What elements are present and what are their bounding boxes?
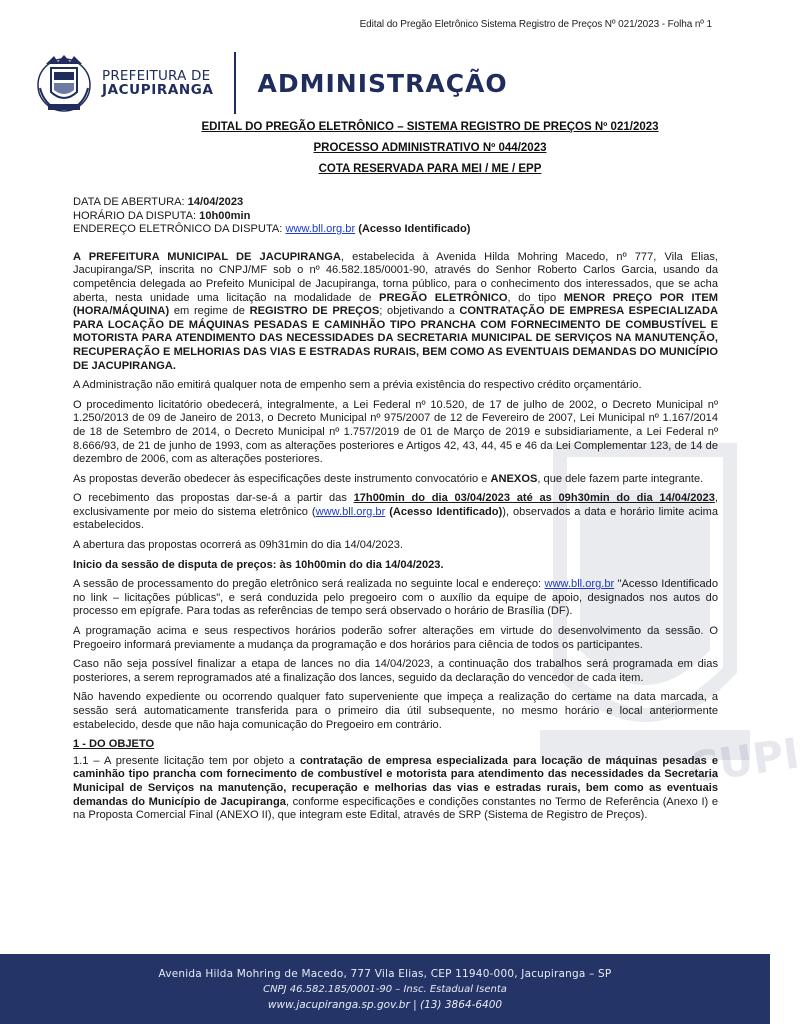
receipt-period: 17h00min do dia 03/04/2023 até as 09h30min do dia 14/04/2023: [353, 492, 715, 505]
paragraph-opening: A abertura das propostas ocorrerá as 09h31min do dia 14/04/2023.: [73, 539, 403, 552]
paragraph-schedule: A programação acima e seus respectivos horários poderão sofrer alterações em virtude do desenvolvimento da sessão. O Pregoeiro informará previamente a mudança da programação e dos horários para ciência de todos os participantes.: [73, 625, 718, 651]
page-footer: [0, 954, 770, 1024]
proposals-annexes: ANEXOS: [490, 472, 538, 485]
prefecture-line1: PREFEITURA DE: [102, 68, 211, 84]
opening-info: [73, 196, 718, 237]
document-body: [73, 196, 718, 829]
bll-link[interactable]: www.bll.org.br: [285, 223, 356, 236]
intro-paragraph: [73, 251, 718, 373]
paragraph-proposals: [73, 473, 718, 487]
dispute-address-label: ENDEREÇO ELETRÔNICO DA DISPUTA:: [73, 223, 286, 236]
intro-text-1: , estabelecida à Avenida Hilda Mohring Macedo, nº 777, Vila Elias, Jacupiranga/SP, inscrita no CNPJ/MF sob o nº 46.582.185/0001-90, através do Senhor Roberto Carlos Garcia, usando da competência delegada ao Prefeito Municipal de Jacupiranga, torna público, para o conhecimento dos interessados, que se acha aberta, nesta unidade uma licitação na modalidade de: [73, 250, 719, 304]
logo-divider: [234, 52, 236, 114]
intro-object: CONTRATAÇÃO DE EMPRESA ESPECIALIZADA PARA LOCAÇÃO DE MÁQUINAS PESADAS E CAMINHÃO TIPO PRANCHA COM FORNECIMENTO DE COMBUSTÍVEL E MOTORISTA PARA ATENDIMENTO DAS NECESSIDADES DA SECRETARIA MUNICIPAL DE SERVIÇOS NA MANUTENÇÃO, RECUPERAÇÃO E MELHORIAS DAS VIAS E ESTRADAS RURAIS, BEM COMO AS EVENTUAIS DEMANDAS DO MUNICÍPIO DE JACUPIRANGA.: [73, 305, 718, 372]
department-name: ADMINISTRAÇÃO: [257, 68, 508, 98]
opening-date: [73, 196, 718, 210]
object-text-2: , conforme especificações e condições constantes no Termo de Referência (Anexo I) e na Proposta Comercial Final (ANEXO II), que integram este Edital, através de SRP (Sistema de Registro de Preços).: [73, 795, 718, 822]
object-description: contratação de empresa especializada para locação de máquinas pesadas e caminhão tipo prancha com fornecimento de combustível e motorista para atendimento das necessidades da Secretaria Municipal de Serviços na manutenção, recuperação e melhorias das vias e estradas rurais, bem como as eventuais demandas do Município de Jacupiranga: [73, 754, 719, 808]
dispute-address-suffix: (Acesso Identificado): [355, 223, 471, 236]
dispute-time-label: HORÁRIO DA DISPUTA:: [73, 209, 200, 222]
intro-modality: PREGÃO ELETRÔNICO: [379, 291, 508, 304]
document-titles: [0, 121, 770, 184]
paragraph-postponement: Não havendo expediente ou ocorrendo qualquer fato superveniente que impeça a realização do certame na data marcada, a sessão será automaticamente transferida para o primeiro dia útil subsequente, no mesmo horário e local anteriormente estabelecido, desde que não haja comunicação do Pregoeiro em contrário.: [73, 691, 718, 731]
intro-text-3: em regime de: [169, 305, 250, 318]
intro-entity: A PREFEITURA MUNICIPAL DE JACUPIRANGA: [73, 250, 341, 263]
session-link[interactable]: www.bll.org.br: [544, 578, 615, 591]
watermark-text: CUPI: [685, 728, 802, 793]
receipt-text-3: ), observados a data e horário limite acima estabelecidos.: [73, 505, 718, 532]
dispute-time-value: 10h00min: [199, 209, 251, 222]
paragraph-session-start: [73, 559, 718, 573]
footer-contact: www.jacupiranga.sp.gov.br | (13) 3864-6400: [267, 999, 503, 1011]
receipt-link[interactable]: www.bll.org.br: [315, 505, 386, 518]
municipal-crest-icon: [36, 52, 92, 114]
intro-regime: REGISTRO DE PREÇOS: [249, 305, 380, 318]
quota-title: COTA RESERVADA PARA MEI / ME / EPP: [318, 163, 542, 175]
footer-cnpj: CNPJ 46.582.185/0001-90 – Insc. Estadual Isenta: [263, 984, 507, 995]
intro-type: MENOR PREÇO POR ITEM (HORA/MÁQUINA): [73, 291, 719, 318]
edital-title: EDITAL DO PREGÃO ELETRÔNICO – SISTEMA REGISTRO DE PREÇOS Nº 021/2023: [201, 121, 659, 133]
prefecture-name: [102, 69, 214, 97]
prefecture-line2: JACUPIRANGA: [102, 82, 214, 98]
intro-text-4: ; objetivando a: [379, 305, 460, 318]
session-location-text-2: "Acesso Identificado no link – licitações públicas", e será conduzida pelo pregoeiro com o auxílio da equipe de apoio, designados nos autos do processo em epígrafe. Para todas as referências de tempo será observado o horário de Brasília (DF).: [73, 578, 718, 618]
session-location-text-1: A sessão de processamento do pregão eletrônico será realizada no seguinte local e endereço:: [73, 578, 545, 591]
intro-text-2: , do tipo: [507, 291, 564, 304]
object-text-1: 1.1 – A presente licitação tem por objeto a: [73, 754, 300, 767]
session-start-text: Inicio da sessão de disputa de preços: às 10h00min do dia 14/04/2023.: [73, 558, 444, 571]
paragraph-continuation: Caso não seja possível finalizar a etapa de lances no dia 14/04/2023, a continuação dos trabalhos será programada em dias posteriores, a serem reprogramados até a finalização dos lances, seguido da declaração do vencedor de cada item.: [73, 658, 718, 684]
paragraph-session-location: [73, 578, 718, 619]
section-object-text: [73, 755, 718, 823]
page-header: Edital do Pregão Eletrônico Sistema Registro de Preços Nº 021/2023 - Folha nº 1: [359, 19, 712, 30]
proposals-text-1: As propostas deverão obedecer às especificações deste instrumento convocatório e: [73, 472, 491, 485]
dispute-address: [73, 223, 718, 237]
receipt-text-2: , exclusivamente por meio do sistema eletrônico (: [73, 492, 718, 518]
process-title: PROCESSO ADMINISTRATIVO Nº 044/2023: [313, 142, 547, 154]
opening-date-value: 14/04/2023: [187, 196, 244, 208]
footer-address: Avenida Hilda Mohring de Macedo, 777 Vila Elias, CEP 11940-000, Jacupiranga – SP: [158, 968, 612, 980]
paragraph-budget: A Administração não emitirá qualquer nota de empenho sem a prévia existência do respectivo crédito orçamentário.: [73, 379, 642, 392]
receipt-text-1: O recebimento das propostas dar-se-á a partir das: [73, 492, 354, 505]
receipt-access: (Acesso Identificado): [385, 505, 503, 518]
dispute-time: [73, 210, 718, 224]
header-logo: [36, 50, 508, 116]
paragraph-legal-basis: O procedimento licitatório obedecerá, integralmente, a Lei Federal nº 10.520, de 17 de julho de 2002, o Decreto Municipal nº 1.250/2013 de 09 de Janeiro de 2013, o Decreto Municipal nº 975/2007 de 12 de Fevereiro de 2007, Lei Municipal nº 1.167/2014 de 18 de Setembro de 2014, o Decreto Municipal nº 1.757/2019 de 01 de Março de 2019 e subsidiariamente, a Lei Federal nº 8.666/93, de 21 de junho de 1993, com as alterações posteriores e Artigos 42, 43, 44, 45 e 46 da Lei Complementar 123, de 14 de dezembro de 2006, com as alterações posteriores.: [73, 398, 718, 466]
opening-date-label: DATA DE ABERTURA:: [73, 196, 188, 208]
paragraph-receipt: [73, 492, 718, 533]
section-object-title: 1 - DO OBJETO: [73, 738, 155, 751]
proposals-text-2: , que dele fazem parte integrante.: [537, 472, 704, 485]
